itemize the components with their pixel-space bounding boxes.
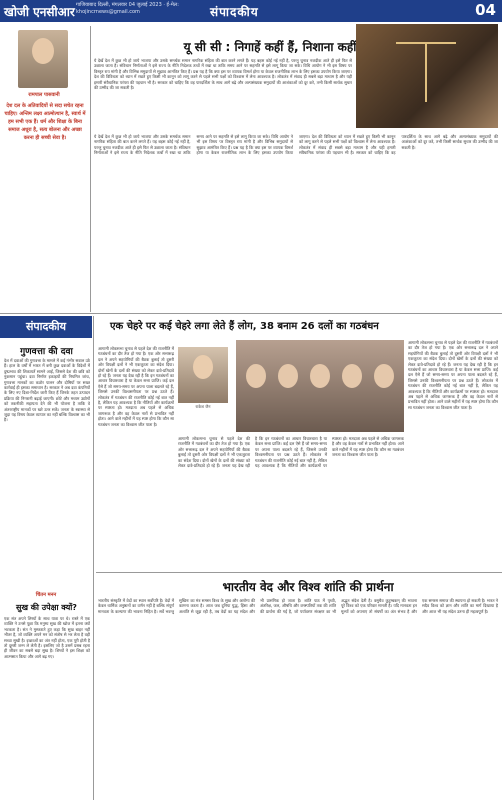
author-photo — [178, 347, 228, 403]
column-divider — [90, 26, 91, 312]
headline-ucc: यू सी सी : निगाहें कहीं हैं, निशाना कहीं — [183, 40, 357, 54]
section-divider — [0, 313, 502, 314]
article-body-alliance: आगामी लोकसभा चुनाव से पहले देश की राजनीति में गठबंधनों का दौर तेज हो गया है। एक ओर सत्तारूढ़ दल ने अपने सहयोगियों की बैठक बुलाई तो दूसरी ओर विपक्षी दलों ने भी एकजुटता का संदेश दिया। दोनों खेमों के दलों की संख्या को लेकर दावे-प्रतिदावे हो रहे हैं। जनता यह देख रही है कि इन गठबंधनों का आधार विचारधारा है या केवल सत्ता प्राप्ति। कई दल ऐसे हैं जो समय-समय पर अपना पाला बदलते रहे हैं, जिससे उनकी विश्वसनीयता पर प्रश्न उठते हैं। लोकतंत्र में गठबंधन की राजनीति कोई नई बात नहीं है, लेकिन यह आवश्यक है कि नीतियों और कार्यक्रमों पर स्पष्टता हो। मतदाता अब पहले से अधिक जागरूक है और वह केवल नारों से प्रभावित नहीं होता। आने वाले महीनों में यह स्पष्ट होगा कि कौन सा गठबंधन जनता का विश्वास जीत पाता है। — [178, 436, 404, 469]
person-figure — [246, 364, 266, 388]
column-tag: चिंतन मनन — [35, 592, 57, 598]
headline-happiness: सुख की उपेक्षा क्यों? — [16, 603, 77, 612]
dateline: गाजियाबाद दिल्ली, मंगलवार 04 जुलाई 2023 · ई-मेल: khojincrnews@gmail.com — [76, 2, 179, 15]
author-name: रामपाल पासवानी — [28, 92, 60, 98]
author-name: राकेश जैन — [195, 404, 211, 409]
section-title: संपादकीय — [210, 5, 259, 19]
person-figure — [278, 364, 298, 388]
headline-vedas: भारतीय वेद और विश्व शांति की प्रार्थना — [222, 580, 394, 594]
article-body-alliance-lead: आगामी लोकसभा चुनाव से पहले देश की राजनीति में गठबंधनों का दौर तेज हो गया है। एक ओर सत्तारूढ़ दल ने अपने सहयोगियों की बैठक बुलाई तो दूसरी ओर विपक्षी दलों ने भी एकजुटता का संदेश दिया। दोनों खेमों के दलों की संख्या को लेकर दावे-प्रतिदावे हो रहे हैं। जनता यह देख रही है कि इन गठबंधनों का आधार विचारधारा है या केवल सत्ता प्राप्ति। कई दल ऐसे हैं जो समय-समय पर अपना पाला बदलते रहे हैं, जिससे उनकी विश्वसनीयता पर प्रश्न उठते हैं। लोकतंत्र में गठबंधन की राजनीति कोई नई बात नहीं है, लेकिन यह आवश्यक है कि नीतियों और कार्यक्रमों पर स्पष्टता हो। मतदाता अब पहले से अधिक जागरूक है और वह केवल नारों से प्रभावित नहीं होता। आने वाले महीनों में यह स्पष्ट होगा कि कौन सा गठबंधन जनता का विश्वास जीत पाता है। — [98, 346, 174, 427]
scale-post — [425, 42, 427, 102]
person-figure — [374, 364, 394, 388]
column-divider — [93, 316, 94, 800]
article-body-medicine: देश में दवाओं की गुणवत्ता के मामले में कई गंभीर सवाल उठे हैं। हाल के वर्षों में भारत में बनी कुछ दवाओं के विदेशों में दुष्प्रभाव की शिकायतें सामने आईं, जिससे देश की छवि को नुकसान पहुंचा। दवा निर्माण इकाइयों की नियमित जांच, गुणवत्ता मानकों का कठोर पालन और दोषियों पर सख्त कार्रवाई ही इसका समाधान है। सरकार ने अब दवा कंपनियों के लिए नए दिशा-निर्देश जारी किए हैं जिनके तहत उत्पादन प्रक्रिया की निगरानी बढ़ाई जाएगी। छोटे और मध्यम उद्योगों को तकनीकी सहायता देने की भी योजना है ताकि वे अंतरराष्ट्रीय मानकों पर खरे उतर सकें। जनता के स्वास्थ्य से जुड़ा यह विषय केवल व्यापार का नहीं बल्कि विश्वास का भी है। — [4, 358, 90, 423]
section-divider — [96, 572, 502, 573]
person-figure — [342, 364, 362, 388]
headline-alliance: एक चेहरे पर कई चेहरे लगा लेते हैं लोग, 38 बनाम 26 दलों का गठबंधन — [110, 321, 379, 332]
justice-scale-image — [356, 24, 498, 128]
pull-quote: देश दल के अतिवादियों से सदा सचेत रहना चाहिए। अन्तिम लक्ष्य आत्मोत्थान है, स्वार्थ में हम सभी एक हैं। धर्म और शिक्षा के बिना समाज अधूरा है, सत्य बोलना और अच्छा करना ही सच्ची सेवा है। — [4, 103, 86, 141]
article-body-alliance-cont: आगामी लोकसभा चुनाव से पहले देश की राजनीति में गठबंधनों का दौर तेज हो गया है। एक ओर सत्तारूढ़ दल ने अपने सहयोगियों की बैठक बुलाई तो दूसरी ओर विपक्षी दलों ने भी एकजुटता का संदेश दिया। दोनों खेमों के दलों की संख्या को लेकर दावे-प्रतिदावे हो रहे हैं। जनता यह देख रही है कि इन गठबंधनों का आधार विचारधारा है या केवल सत्ता प्राप्ति। कई दल ऐसे हैं जो समय-समय पर अपना पाला बदलते रहे हैं, जिससे उनकी विश्वसनीयता पर प्रश्न उठते हैं। लोकतंत्र में गठबंधन की राजनीति कोई नई बात नहीं है, लेकिन यह आवश्यक है कि नीतियों और कार्यक्रमों पर स्पष्टता हो। मतदाता अब पहले से अधिक जागरूक है और वह केवल नारों से प्रभावित नहीं होता। आने वाले महीनों में यह स्पष्ट होगा कि कौन सा गठबंधन जनता का विश्वास जीत पाता है। — [408, 340, 498, 410]
politicians-group-photo — [236, 340, 404, 432]
page-number: 04 — [475, 1, 496, 19]
author-photo — [18, 30, 68, 88]
article-body-happiness: एक संत अपने शिष्यों के साथ यात्रा पर थे। रास्ते में एक व्यक्ति ने उनसे पूछा कि मनुष्य सुख की खोज में इतना क्यों भटकता है। संत ने मुस्कराते हुए कहा कि सुख बाहर नहीं भीतर है, जो व्यक्ति अपने मन को संतोष से भर लेता है वही सच्चा सुखी है। इच्छाओं का अंत नहीं होता, एक पूरी होती है तो दूसरी जन्म ले लेती है। इसलिए जो है उसमें प्रसन्न रहना ही जीवन का सबसे बड़ा सुख है। शिष्यों ने इस शिक्षा को आत्मसात किया और आगे बढ़ गए। — [4, 616, 90, 659]
article-body-ucc: ये देखें देश में कुछ भी हो जाये भाजपा और उसके समर्थक समान नागरिक संहिता की बात करने लगते हैं। यह बहस कोई नई नहीं है, परन्तु चुनाव नजदीक आते ही इसे फिर से उछाला जाता है। संविधान निर्माताओं ने इसे राज्य के नीति निदेशक तत्वों में रखा था ताकि समय आने पर सहमति से इसे लागू किया जा सके। विधि आयोग ने भी इस विषय पर विस्तृत राय मांगी है और विभिन्न समुदायों से सुझाव आमंत्रित किए हैं। प्रश्न यह है कि क्या इस पर व्यापक विमर्श होगा या केवल राजनीतिक लाभ के लिए इसका उपयोग किया जाएगा। देश की विविधता को ध्यान में रखते हुए किसी भी कानून को लागू करने से पहले सभी पक्षों को विश्वास में लेना आवश्यक है। लोकतंत्र में संवाद ही सबसे बड़ा माध्यम है और यही हमारी संवैधानिक परंपरा की पहचान भी है। सरकार को चाहिए कि वह पारदर्शिता के साथ आगे बढ़े और अल्पसंख्यक समुदायों की आशंकाओं को दूर करे, तभी किसी सार्थक सुधार की उम्मीद की जा सकती है। — [94, 134, 498, 156]
person-figure — [310, 364, 330, 388]
headline-medicine-quality: गुणवत्ता की दवा — [20, 347, 73, 357]
article-body-ucc-lead: ये देखें देश में कुछ भी हो जाये भाजपा और उसके समर्थक समान नागरिक संहिता की बात करने लगते हैं। यह बहस कोई नई नहीं है, परन्तु चुनाव नजदीक आते ही इसे फिर से उछाला जाता है। संविधान निर्माताओं ने इसे राज्य के नीति निदेशक तत्वों में रखा था ताकि समय आने पर सहमति से इसे लागू किया जा सके। विधि आयोग ने भी इस विषय पर विस्तृत राय मांगी है और विभिन्न समुदायों से सुझाव आमंत्रित किए हैं। प्रश्न यह है कि क्या इस पर व्यापक विमर्श होगा या केवल राजनीतिक लाभ के लिए इसका उपयोग किया जाएगा। देश की विविधता को ध्यान में रखते हुए किसी भी कानून को लागू करने से पहले सभी पक्षों को विश्वास में लेना आवश्यक है। लोकतंत्र में संवाद ही सबसे बड़ा माध्यम है और यही हमारी संवैधानिक परंपरा की पहचान भी है। सरकार को चाहिए कि वह पारदर्शिता के साथ आगे बढ़े और अल्पसंख्यक समुदायों की आशंकाओं को दूर करे, तभी किसी सार्थक सुधार की उम्मीद की जा सकती है। — [94, 58, 352, 91]
newspaper-logo: खोजी एनसीआर — [4, 5, 75, 19]
masthead — [0, 0, 502, 22]
article-body-vedas: भारतीय संस्कृति में वेदों का स्थान सर्वोपरि है। वेदों में केवल धार्मिक अनुष्ठानों का वर्णन नहीं है बल्कि संपूर्ण मानवता के कल्याण की भावना निहित है। सर्वे भवन्तु सुखिनः का मंत्र समस्त विश्व के सुख और आरोग्य की कामना करता है। आज जब दुनिया युद्ध, हिंसा और अशांति से जूझ रही है, तब वेदों का यह संदेश और भी प्रासंगिक हो जाता है। शांति पाठ में पृथ्वी, अंतरिक्ष, जल, औषधि और वनस्पतियों तक की शांति की प्रार्थना की गई है, जो पर्यावरण संरक्षण का भी अद्भुत संदेश देती है। वसुधैव कुटुम्बकम् की भावना पूरे विश्व को एक परिवार मानती है। यदि मानवता इन मूल्यों को अपनाए तो संघर्षों का अंत संभव है और एक समरस समाज की स्थापना हो सकती है। भारत ने सदैव विश्व को ज्ञान और शांति का मार्ग दिखाया है और आज भी यह संदेश उतना ही महत्वपूर्ण है। — [98, 598, 498, 614]
editorial-banner: संपादकीय — [0, 316, 92, 338]
